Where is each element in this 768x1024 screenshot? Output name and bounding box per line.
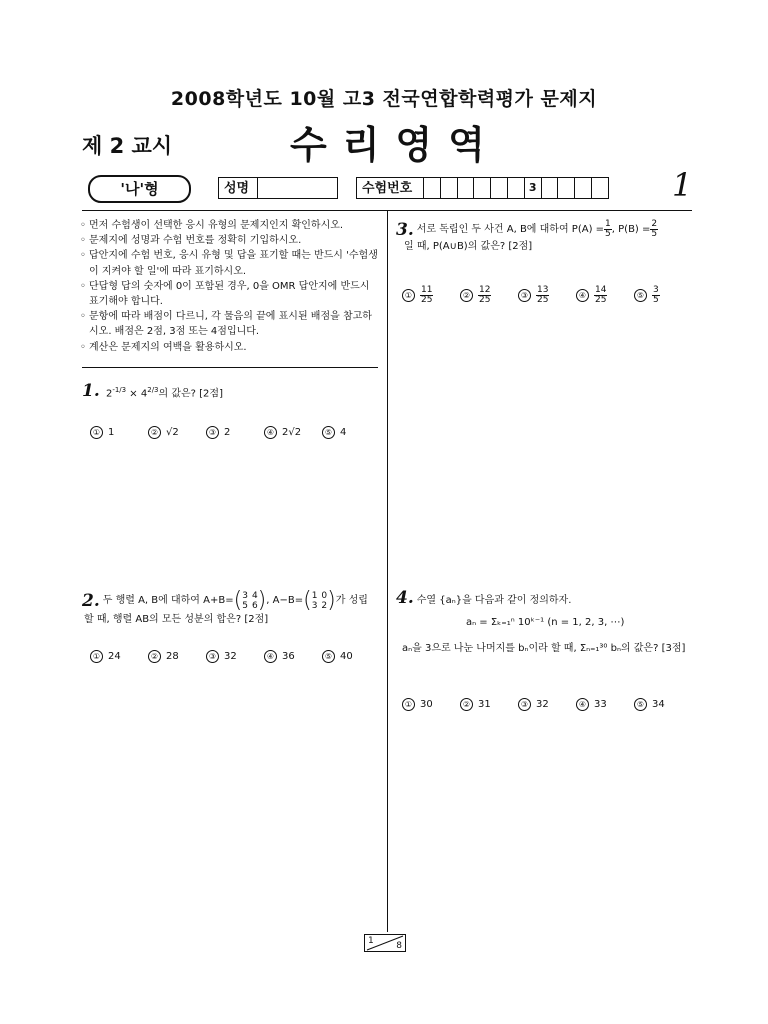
answer-choice[interactable] — [518, 698, 558, 711]
exam-number-cell[interactable] — [424, 177, 441, 199]
fraction — [594, 286, 607, 305]
matrix-entry: 6 — [251, 601, 258, 611]
question-number: 3. — [396, 219, 414, 240]
choice-marker: ③ — [518, 698, 531, 711]
total-pages: 8 — [396, 941, 402, 951]
q1-exponent2: 2/3 — [147, 386, 159, 394]
choice-marker: ⑤ — [322, 426, 335, 439]
denominator: 25 — [479, 295, 491, 305]
q2-choices — [90, 650, 380, 663]
matrix-entry: 0 — [321, 591, 328, 601]
answer-choice[interactable] — [206, 650, 246, 663]
answer-choice[interactable] — [148, 426, 188, 439]
choice-marker: ② — [148, 650, 161, 663]
choice-marker: ⑤ — [634, 289, 647, 302]
instruction-item: ◦ 문제지에 성명과 수험 번호를 정확히 기입하시오. — [80, 233, 380, 248]
choice-value: 34 — [652, 699, 665, 710]
exam-number-cell[interactable]: 3 — [525, 177, 542, 199]
question-number: 4. — [396, 588, 414, 608]
matrix-diff: ( 1 0 3 2 ) — [303, 588, 336, 613]
numerator: 12 — [479, 285, 491, 295]
question-3 — [396, 220, 696, 255]
choice-marker: ③ — [518, 289, 531, 302]
choice-marker: ④ — [264, 650, 277, 663]
answer-choice[interactable] — [460, 698, 500, 711]
answer-choice[interactable] — [518, 286, 558, 305]
choice-value: 40 — [340, 651, 353, 662]
denominator: 5 — [653, 295, 659, 305]
matrix-entry: 1 — [311, 591, 318, 601]
choice-value: 2√2 — [282, 427, 302, 438]
exam-number-cell[interactable] — [491, 177, 508, 199]
exam-number-cell[interactable] — [575, 177, 592, 199]
question-2 — [82, 590, 382, 628]
answer-choice[interactable] — [576, 286, 616, 305]
question-4 — [396, 590, 696, 657]
numerator: 1 — [605, 219, 611, 229]
q1-base1: 2 — [105, 388, 113, 400]
q2-stem-pre: 두 행렬 A, B에 대하여 A+B= — [102, 595, 234, 606]
matrix-entry: 2 — [321, 601, 328, 611]
answer-choice[interactable] — [322, 650, 362, 663]
answer-choice[interactable] — [148, 650, 188, 663]
answer-choice[interactable] — [264, 650, 304, 663]
exam-number-field[interactable] — [424, 177, 609, 199]
q1-times: × — [129, 388, 138, 400]
choice-value: 32 — [536, 699, 549, 710]
denominator: 5 — [605, 229, 611, 239]
answer-choice[interactable] — [634, 698, 674, 711]
subject-title: 수리영역 — [290, 123, 501, 167]
choice-marker: ① — [90, 426, 103, 439]
instruction-item: ◦ 문항에 따라 배점이 다르니, 각 물음의 끝에 표시된 배점을 참고하시오. 배점은 2점, 3점 또는 4점입니다. — [80, 309, 380, 339]
fraction — [652, 286, 660, 305]
choice-marker: ④ — [576, 698, 589, 711]
choice-marker: ④ — [264, 426, 277, 439]
q4-choices — [402, 698, 692, 711]
choice-value: 31 — [478, 699, 491, 710]
exam-number-cell[interactable] — [542, 177, 559, 199]
choice-marker: ① — [402, 289, 415, 302]
q3-stem-line2: 일 때, P(A∪B)의 값은? [2점] — [404, 241, 533, 252]
exam-type-badge: '나'형 — [88, 175, 191, 203]
question-number: 1. — [82, 381, 100, 402]
choice-marker: ⑤ — [322, 650, 335, 663]
choice-value: 2 — [224, 427, 231, 438]
matrix-entry: 5 — [242, 601, 248, 611]
choice-marker: ⑤ — [634, 698, 647, 711]
exam-number-cell[interactable] — [592, 177, 609, 199]
instruction-item: ◦ 답안지에 수험 번호, 응시 유형 및 답을 표기할 때는 반드시 '수험생이 지켜야 할 일'에 따라 표기하시오. — [80, 248, 380, 278]
q1-stem: 의 값은? [2점] — [158, 388, 223, 400]
answer-choice[interactable] — [402, 286, 442, 305]
answer-choice[interactable] — [264, 426, 304, 439]
fraction — [650, 220, 658, 239]
instruction-item: ◦ 먼저 수험생이 선택한 응시 유형의 문제지인지 확인하시오. — [80, 218, 380, 233]
choice-marker: ② — [460, 289, 473, 302]
choice-value: 24 — [108, 651, 121, 662]
choice-value: 4 — [340, 427, 347, 438]
numerator: 14 — [595, 285, 607, 295]
numerator: 3 — [653, 285, 659, 295]
fraction — [478, 286, 491, 305]
page-number: 1 — [672, 166, 693, 204]
denominator: 5 — [651, 229, 658, 239]
choice-value: 33 — [594, 699, 607, 710]
instruction-item: ◦ 단답형 답의 숫자에 0이 포함된 경우, 0을 OMR 답안지에 반드시 표기해야 합니다. — [80, 279, 380, 309]
choice-marker: ④ — [576, 289, 589, 302]
choice-marker: ① — [90, 650, 103, 663]
q2-stem-mid: , A−B= — [266, 595, 304, 606]
exam-number-cell[interactable] — [474, 177, 491, 199]
numerator: 11 — [421, 285, 433, 295]
choice-value: 32 — [224, 651, 237, 662]
q3-choices — [402, 286, 692, 305]
answer-choice[interactable] — [90, 426, 130, 439]
column-divider — [387, 210, 388, 932]
name-label: 성명 — [218, 177, 258, 199]
question-1 — [82, 382, 223, 402]
choice-marker: ③ — [206, 650, 219, 663]
choice-marker: ① — [402, 698, 415, 711]
exam-number-cell[interactable] — [458, 177, 475, 199]
denominator: 25 — [537, 295, 549, 305]
page-indicator — [364, 934, 406, 952]
answer-choice[interactable] — [402, 698, 442, 711]
denominator: 25 — [421, 295, 433, 305]
exam-number-cell[interactable] — [558, 177, 575, 199]
matrix-entry: 3 — [311, 601, 318, 611]
q1-exponent1: -1/3 — [112, 386, 127, 394]
fraction — [420, 286, 433, 305]
q3-stem-pre: 서로 독립인 두 사건 A, B에 대하여 P(A) = — [416, 223, 605, 235]
choice-marker: ② — [148, 426, 161, 439]
session-label: 제 2 교시 — [82, 134, 173, 158]
fraction — [604, 220, 612, 239]
exam-number-cell[interactable] — [441, 177, 458, 199]
q1-choices — [90, 426, 380, 439]
instructions-divider — [82, 367, 378, 368]
q4-stem-line2: aₙ을 3으로 나눈 나머지를 bₙ이라 할 때, Σₙ₌₁³⁰ bₙ의 값은? [3점] — [402, 643, 686, 654]
answer-choice[interactable] — [634, 286, 674, 305]
choice-value: 1 — [108, 427, 115, 438]
choice-value: 28 — [166, 651, 179, 662]
answer-choice[interactable] — [90, 650, 130, 663]
answer-choice[interactable] — [322, 426, 362, 439]
matrix-entry: 3 — [242, 591, 248, 601]
q2-stem-post: 가 성립 — [335, 595, 368, 606]
answer-choice[interactable] — [206, 426, 246, 439]
matrix-entry: 4 — [251, 591, 258, 601]
name-field[interactable] — [258, 177, 338, 199]
answer-choice[interactable] — [576, 698, 616, 711]
choice-value: 30 — [420, 699, 433, 710]
q4-formula: aₙ = Σₖ₌₁ⁿ 10ᵏ⁻¹ (n = 1, 2, 3, ⋯) — [466, 617, 625, 628]
numerator: 13 — [537, 285, 549, 295]
choice-value: 36 — [282, 651, 295, 662]
denominator: 25 — [595, 295, 607, 305]
instructions-list — [80, 218, 380, 355]
q4-stem-line1: 수열 {aₙ}을 다음과 같이 정의하자. — [416, 595, 572, 606]
numerator: 2 — [651, 219, 658, 229]
choice-value: √2 — [166, 427, 179, 438]
choice-marker: ③ — [206, 426, 219, 439]
question-number: 2. — [82, 591, 100, 611]
q2-stem-line2: 할 때, 행렬 AB의 모든 성분의 합은? [2점] — [84, 614, 269, 625]
exam-number-cell[interactable] — [508, 177, 525, 199]
current-page: 1 — [368, 936, 374, 946]
q1-base2: 4 — [140, 388, 148, 400]
matrix-sum: ( 3 4 5 6 ) — [233, 588, 267, 613]
answer-choice[interactable] — [460, 286, 500, 305]
exam-title: 2008학년도 10월 고3 전국연합학력평가 문제지 — [170, 88, 598, 110]
fraction — [536, 286, 549, 305]
choice-marker: ② — [460, 698, 473, 711]
q3-stem-mid: , P(B) = — [611, 223, 651, 235]
instruction-item: ◦ 계산은 문제지의 여백을 활용하시오. — [80, 340, 380, 355]
exam-number-label: 수험번호 — [356, 177, 424, 199]
